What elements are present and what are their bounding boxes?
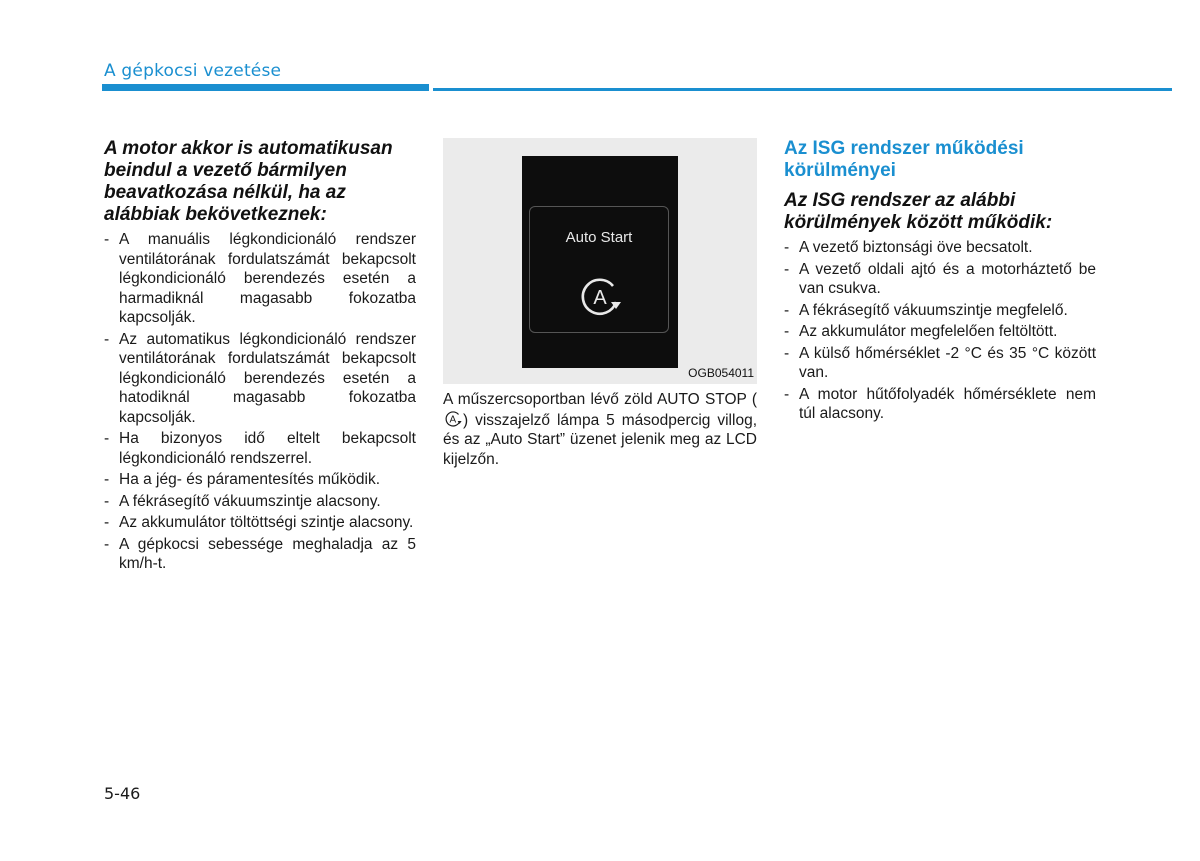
auto-restart-heading: A motor akkor is automatikusan beindul a vezető bármilyen beavatkozása nélkül, ha az alábbiak bekövetkeznek: [104, 138, 393, 225]
svg-text:A: A [593, 287, 607, 309]
list-item: - A fékrásegítő vákuumszintje alacsony. [104, 492, 416, 512]
header-rule-thin [433, 88, 1172, 91]
header-rule-thick [102, 84, 429, 91]
caption-text-end: ) visszajelző lámpa 5 másodpercig villog, és az „Auto Start” üzenet jelenik meg az LCD kijelzőn. [443, 411, 757, 468]
list-item: - A gépkocsi sebessége meghaladja az 5 km/h-t. [104, 535, 416, 574]
list-item: - A vezető oldali ajtó és a motorháztető be van csukva. [784, 260, 1096, 299]
list-item: - Az automatikus légkondicionáló rendszer ventilátorának fordulatszámát bekapcsolt légkondicionáló berendezés esetén a hatodiknál magasabb fokozatba kapcsolják. [104, 330, 416, 428]
auto-stop-icon [444, 410, 462, 428]
caption-text-start: A műszercsoportban lévő zöld AUTO STOP ( [443, 391, 757, 408]
cluster-figure [443, 138, 757, 384]
list-item: - Ha bizonyos idő eltelt bekapcsolt légkondicionáló rendszerrel. [104, 429, 416, 468]
isg-conditions-list [784, 238, 1096, 424]
svg-text:A: A [449, 414, 457, 426]
page-number: 5-46 [104, 784, 141, 803]
list-item: - A manuális légkondicionáló rendszer ventilátorának fordulatszámát bekapcsolt légkondicionáló berendezés esetén a harmadiknál magasabb fokozatba kapcsolják. [104, 230, 416, 328]
list-item: - A fékrásegítő vákuumszintje megfelelő. [784, 301, 1096, 321]
figure-code: OGB054011 [688, 366, 754, 380]
auto-restart-list [104, 230, 416, 574]
auto-start-icon [578, 275, 622, 319]
isg-conditions-title: Az ISG rendszer működési körülményei [784, 138, 1024, 181]
isg-conditions-subheading: Az ISG rendszer az alábbi körülmények között működik: [784, 190, 1053, 233]
lcd-message-box [529, 206, 669, 333]
column-left [104, 138, 416, 576]
list-item: - A motor hűtőfolyadék hőmérséklete nem túl alacsony. [784, 385, 1096, 424]
list-item: - A vezető biztonsági öve becsatolt. [784, 238, 1096, 258]
column-right [784, 138, 1096, 426]
list-item: - Az akkumulátor megfelelően feltöltött. [784, 322, 1096, 342]
section-title: A gépkocsi vezetése [104, 61, 282, 81]
lcd-screen [522, 156, 678, 368]
figure-caption [443, 390, 757, 469]
list-item: - Ha a jég- és páramentesítés működik. [104, 470, 416, 490]
list-item: - Az akkumulátor töltöttségi szintje alacsony. [104, 513, 416, 533]
column-middle [443, 138, 757, 469]
list-item: - A külső hőmérséklet -2 °C és 35 °C között van. [784, 344, 1096, 383]
auto-start-message: Auto Start [565, 229, 633, 246]
